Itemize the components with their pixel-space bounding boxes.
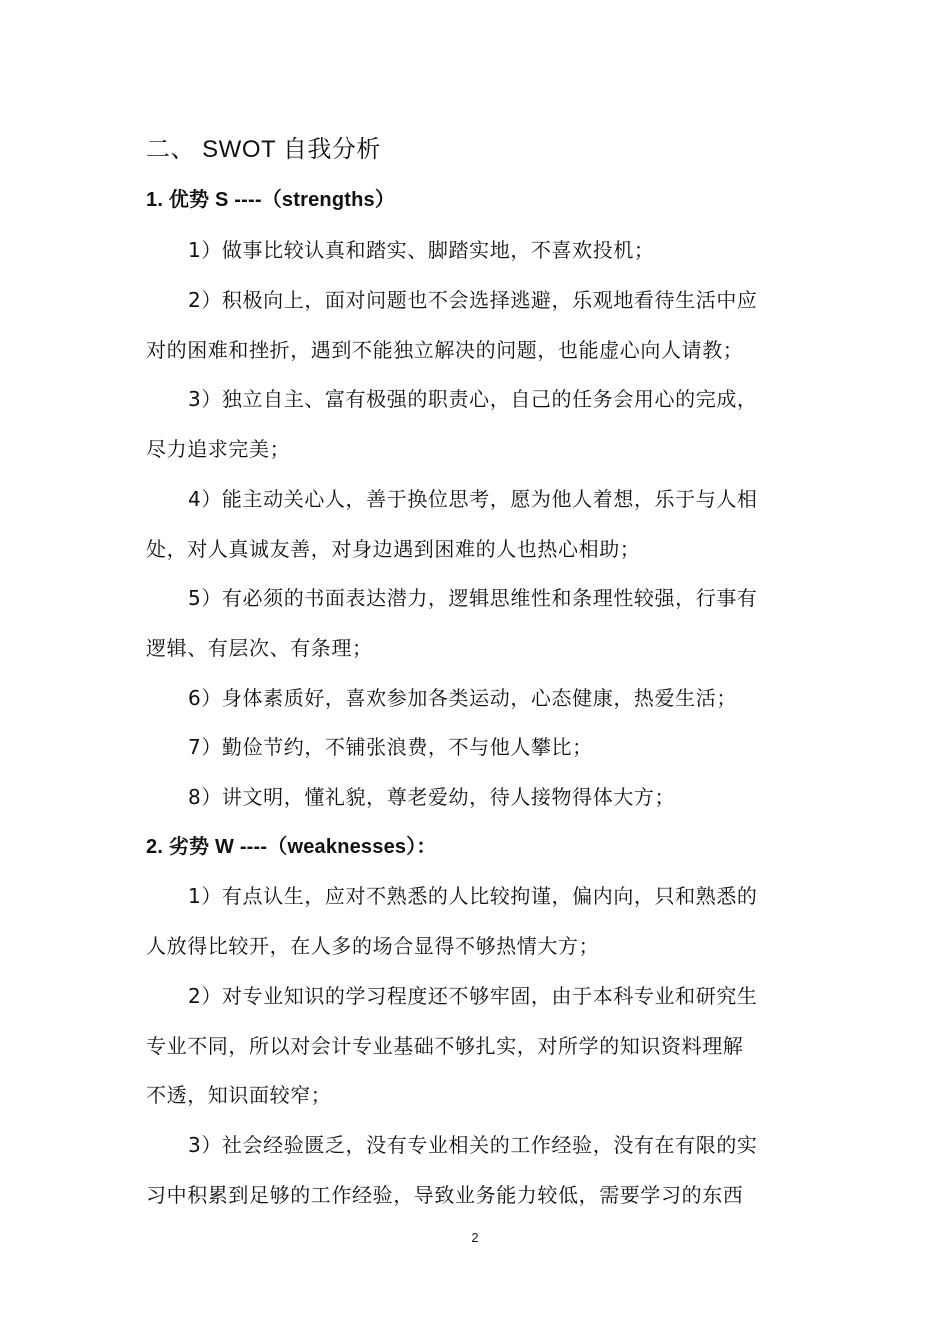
strength-line: 4）能主动关心人，善于换位思考，愿为他人着想，乐于与人相 — [188, 487, 758, 511]
weakness-line: 习中积累到足够的工作经验，导致业务能力较低，需要学习的东西 — [146, 1183, 744, 1207]
weakness-line: 人放得比较开，在人多的场合显得不够热情大方； — [146, 934, 600, 958]
strength-line: 1）做事比较认真和踏实、脚踏实地，不喜欢投机； — [188, 238, 655, 262]
strength-line: 尽力追求完美； — [146, 437, 291, 461]
strength-line: 7）勤俭节约，不铺张浪费，不与他人攀比； — [188, 735, 593, 759]
strength-line: 对的困难和挫折，遇到不能独立解决的问题，也能虚心向人请教； — [146, 338, 744, 362]
strength-line: 逻辑、有层次、有条理； — [146, 636, 373, 660]
strength-line: 8）讲文明，懂礼貌，尊老爱幼，待人接物得体大方； — [188, 785, 676, 809]
weakness-line: 3）社会经验匮乏，没有专业相关的工作经验，没有在有限的实 — [188, 1133, 758, 1157]
strength-line: 2）积极向上，面对问题也不会选择逃避，乐观地看待生活中应 — [188, 288, 758, 312]
section-title: 二、 SWOT 自我分析 — [146, 136, 381, 163]
strength-line: 3）独立自主、富有极强的职责心，自己的任务会用心的完成， — [188, 387, 758, 411]
weakness-line: 专业不同，所以对会计专业基础不够扎实，对所学的知识资料理解 — [146, 1034, 744, 1058]
weakness-line: 2）对专业知识的学习程度还不够牢固，由于本科专业和研究生 — [188, 984, 758, 1008]
strength-line: 处，对人真诚友善，对身边遇到困难的人也热心相助； — [146, 537, 641, 561]
page-number: 2 — [471, 1230, 479, 1245]
weaknesses-heading: 2. 劣势 W ----（weaknesses）： — [146, 836, 437, 858]
strength-line: 5）有必须的书面表达潜力，逻辑思维性和条理性较强，行事有 — [188, 586, 758, 610]
strength-line: 6）身体素质好，喜欢参加各类运动，心态健康，热爱生活； — [188, 686, 737, 710]
weakness-line: 1）有点认生，应对不熟悉的人比较拘谨，偏内向，只和熟悉的 — [188, 884, 758, 908]
strengths-heading: 1. 优势 S ----（strengths） — [146, 189, 396, 211]
weakness-line: 不透，知识面较窄； — [146, 1083, 332, 1107]
